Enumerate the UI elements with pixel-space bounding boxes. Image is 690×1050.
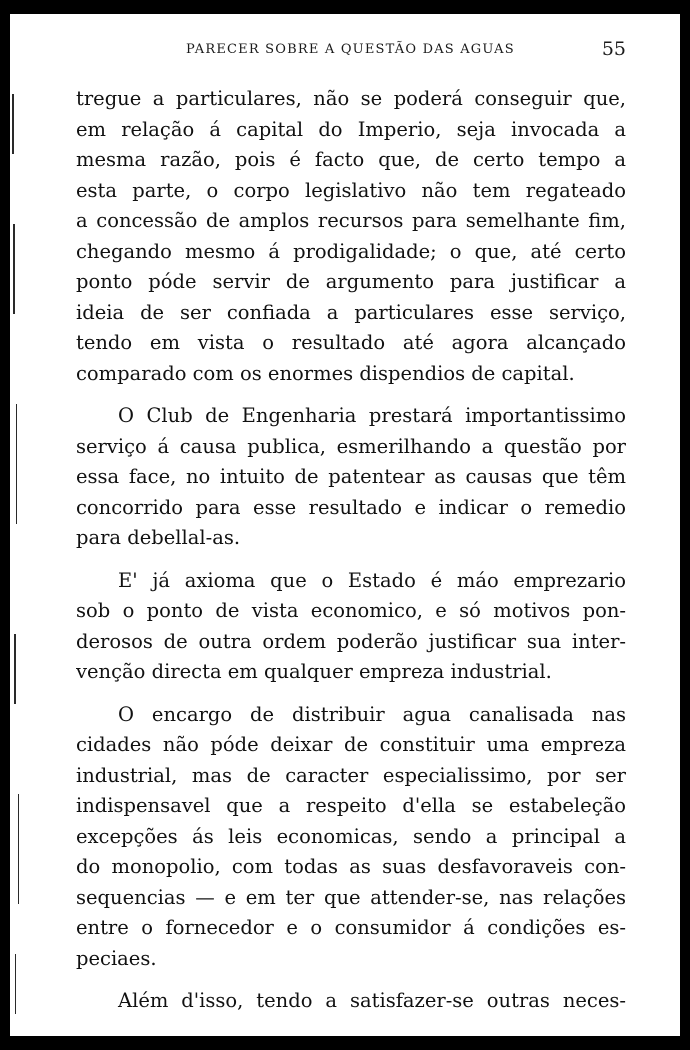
- text-line: chegando mesmo á prodigalidade; o que, até certo: [76, 239, 626, 263]
- text-line: ponto póde servir de argumento para justificar a: [76, 270, 626, 293]
- text-line: a concessão de amplos recursos para semelhante fim,: [76, 209, 626, 232]
- text-line: sequencias — e em ter que attender-se, nas relações: [76, 885, 626, 909]
- paragraph: [76, 84, 626, 389]
- book-page: [10, 14, 680, 1036]
- text-line: tregue a particulares, não se poderá conseguir que,: [76, 87, 626, 110]
- body-text: [76, 84, 626, 1029]
- text-line: mesma razão, pois é facto que, de certo tempo a: [76, 148, 626, 171]
- text-line: peciaes.: [76, 946, 157, 970]
- text-line: derosos de outra ordem poderão justificar sua inter-: [76, 629, 626, 653]
- paragraph: [76, 986, 626, 1017]
- text-line: industrial, mas de caracter especialissimo, por ser: [76, 763, 626, 787]
- text-line: ideia de ser confiada a particulares esse serviço,: [76, 300, 626, 324]
- paragraph: [76, 700, 626, 975]
- running-head: [76, 38, 626, 66]
- page-number: 55: [601, 38, 626, 60]
- text-line: E' já axioma que o Estado é máo emprezario: [118, 568, 626, 592]
- text-line: entre o fornecedor e o consumidor á condições es-: [76, 916, 626, 939]
- paragraph: [76, 401, 626, 554]
- text-line: essa face, no intuito de patentear as causas que têm: [76, 465, 626, 488]
- text-line: serviço á causa publica, esmerilhando a questão por: [76, 434, 626, 458]
- text-line: Além d'isso, tendo a satisfazer-se outras neces-: [118, 989, 626, 1012]
- text-line: venção directa em qualquer empreza industrial.: [76, 660, 552, 683]
- text-line: para debellal-as.: [76, 526, 241, 549]
- paragraph: [76, 566, 626, 688]
- text-line: indispensavel que a respeito d'ella se estabeleção: [76, 794, 626, 817]
- text-line: O Club de Engenharia prestará importantissimo: [118, 404, 626, 427]
- text-line: esta parte, o corpo legislativo não tem regateado: [76, 178, 626, 202]
- text-line: O encargo de distribuir agua canalisada nas: [118, 702, 626, 726]
- binding-gutter-marks: [10, 74, 32, 1034]
- text-line: concorrido para esse resultado e indicar o remedio: [76, 495, 626, 519]
- text-line: sob o ponto de vista economico, e só motivos pon-: [76, 599, 626, 622]
- text-line: tendo em vista o resultado até agora alcançado: [76, 331, 626, 354]
- text-line: comparado com os enormes dispendios de capital.: [76, 361, 575, 385]
- text-line: cidades não póde deixar de constituir uma empreza: [76, 733, 626, 756]
- text-line: em relação á capital do Imperio, seja invocada a: [76, 117, 626, 141]
- text-line: excepções ás leis economicas, sendo a principal a: [76, 824, 626, 848]
- text-line: do monopolio, com todas as suas desfavoraveis con-: [76, 855, 626, 878]
- running-title: PARECER SOBRE A QUESTÃO DAS AGUAS: [186, 42, 515, 57]
